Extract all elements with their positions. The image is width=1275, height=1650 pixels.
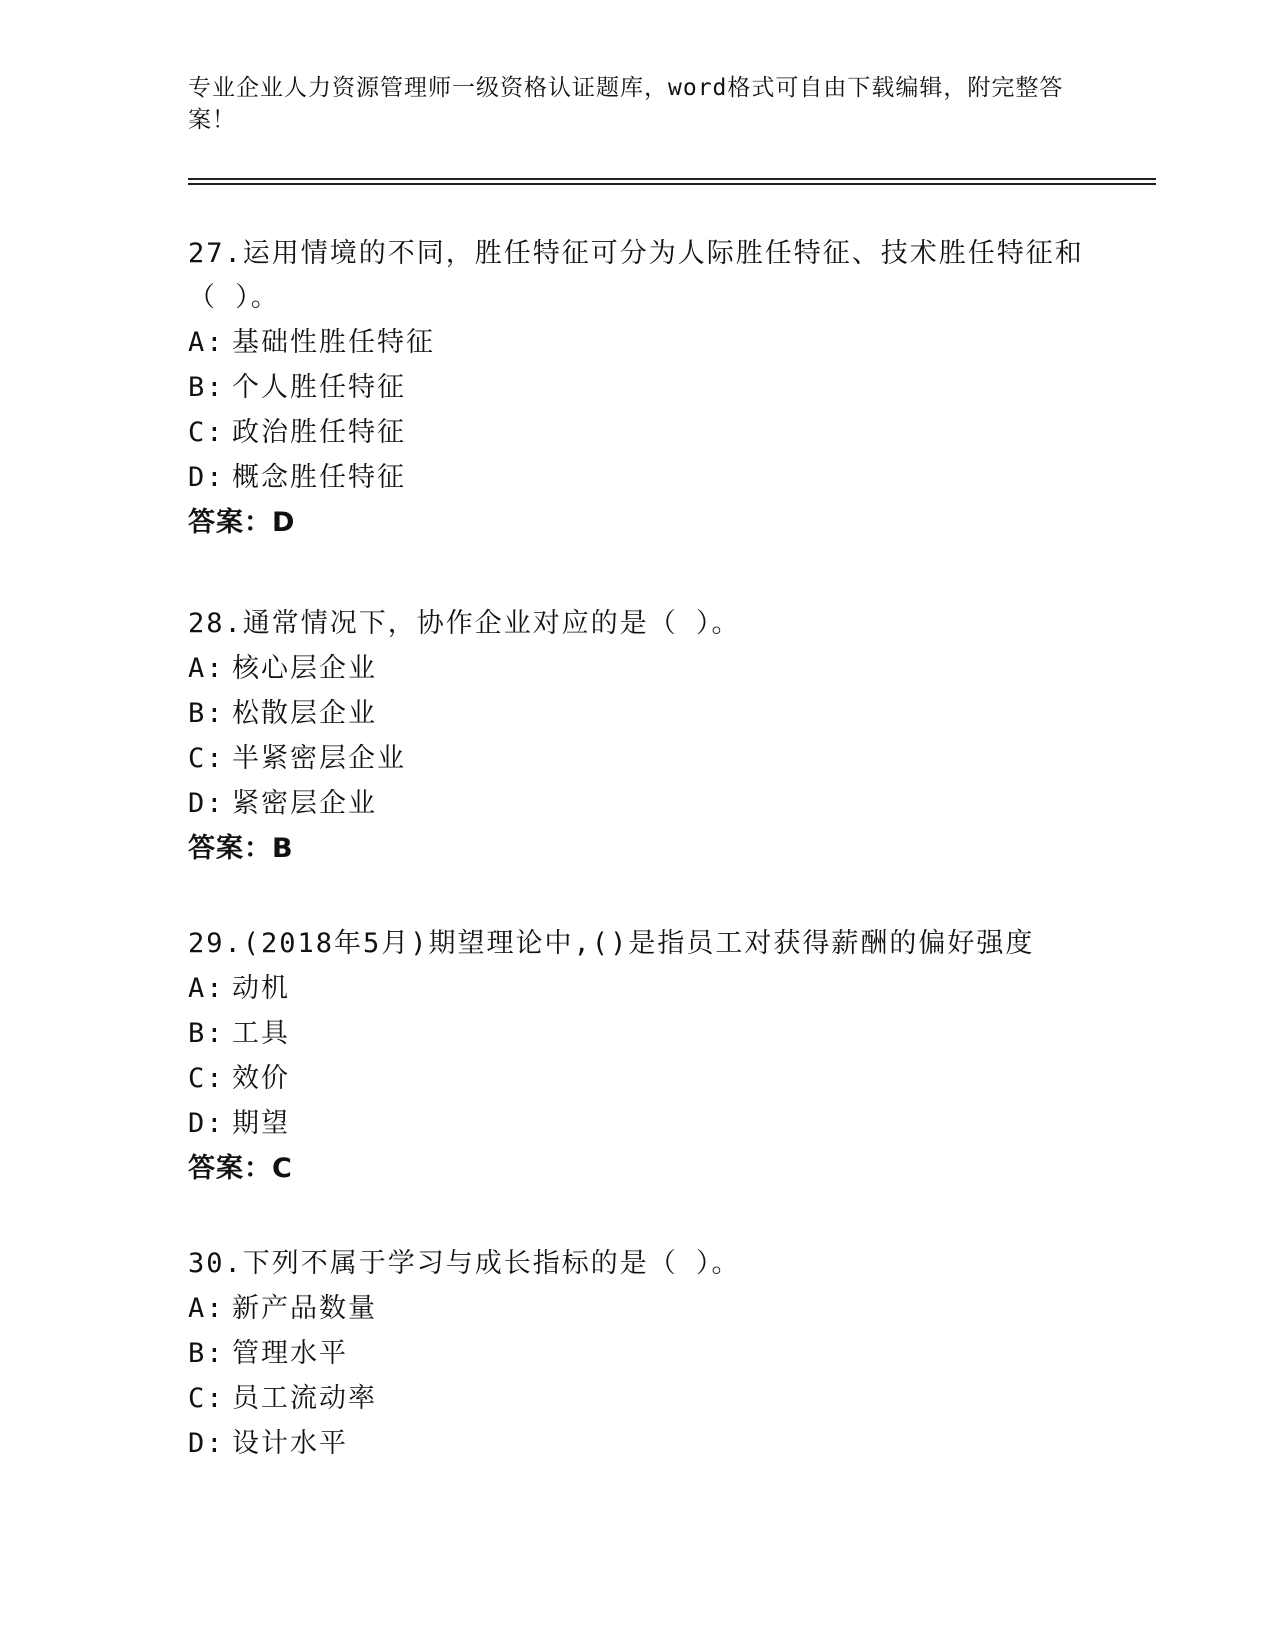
option-d [188, 1421, 1088, 1466]
option-b [188, 1331, 1088, 1376]
option-b [188, 365, 1088, 410]
option-c [188, 1056, 1088, 1101]
answer-line: 答案：C [188, 1153, 293, 1184]
option-letter: C: [188, 417, 225, 448]
option-letter: A: [188, 327, 225, 358]
option-text: 期望 [232, 1108, 290, 1139]
option-letter: D: [188, 1428, 225, 1459]
option-letter: A: [188, 973, 225, 1004]
option-a [188, 966, 1088, 1011]
option-d [188, 455, 1088, 500]
option-c [188, 410, 1088, 455]
option-text: 核心层企业 [232, 653, 377, 684]
option-letter: C: [188, 1383, 225, 1414]
option-text: 松散层企业 [232, 698, 377, 729]
document-header: 专业企业人力资源管理师一级资格认证题库，word格式可自由下载编辑，附完整答案！ [188, 75, 1064, 133]
option-d [188, 1101, 1088, 1146]
question-stem: 30.下列不属于学习与成长指标的是（ ）。 [188, 1248, 741, 1279]
option-text: 概念胜任特征 [232, 462, 406, 493]
question-stem: 29.(2018年5月)期望理论中,()是指员工对获得薪酬的偏好强度 [188, 928, 1035, 959]
option-b [188, 691, 1088, 736]
question-28 [188, 602, 1088, 872]
option-letter: B: [188, 1018, 225, 1049]
question-29 [188, 922, 1088, 1192]
option-a [188, 320, 1088, 365]
option-text: 基础性胜任特征 [232, 327, 435, 358]
header-divider-top [188, 178, 1156, 180]
option-c [188, 736, 1088, 781]
option-text: 员工流动率 [232, 1383, 377, 1414]
header-divider-bottom [188, 183, 1156, 185]
option-text: 效价 [232, 1063, 290, 1094]
option-text: 政治胜任特征 [232, 417, 406, 448]
option-letter: A: [188, 1293, 225, 1324]
option-letter: B: [188, 1338, 225, 1369]
option-letter: D: [188, 1108, 225, 1139]
option-b [188, 1011, 1088, 1056]
option-text: 新产品数量 [232, 1293, 377, 1324]
option-text: 动机 [232, 973, 290, 1004]
question-stem: 27.运用情境的不同，胜任特征可分为人际胜任特征、技术胜任特征和（ ）。 [188, 238, 1084, 313]
option-d [188, 781, 1088, 826]
question-30 [188, 1242, 1088, 1466]
answer-line: 答案：B [188, 833, 294, 864]
option-text: 设计水平 [232, 1428, 348, 1459]
option-letter: D: [188, 788, 225, 819]
option-letter: A: [188, 653, 225, 684]
option-text: 个人胜任特征 [232, 372, 406, 403]
question-27 [188, 232, 1088, 546]
option-letter: B: [188, 698, 225, 729]
option-a [188, 646, 1088, 691]
option-letter: D: [188, 462, 225, 493]
answer-line: 答案：D [188, 507, 296, 538]
option-letter: B: [188, 372, 225, 403]
option-letter: C: [188, 1063, 225, 1094]
option-text: 管理水平 [232, 1338, 348, 1369]
question-stem: 28.通常情况下，协作企业对应的是（ ）。 [188, 608, 741, 639]
option-c [188, 1376, 1088, 1421]
option-text: 紧密层企业 [232, 788, 377, 819]
option-letter: C: [188, 743, 225, 774]
option-a [188, 1286, 1088, 1331]
option-text: 半紧密层企业 [232, 743, 406, 774]
option-text: 工具 [232, 1018, 290, 1049]
